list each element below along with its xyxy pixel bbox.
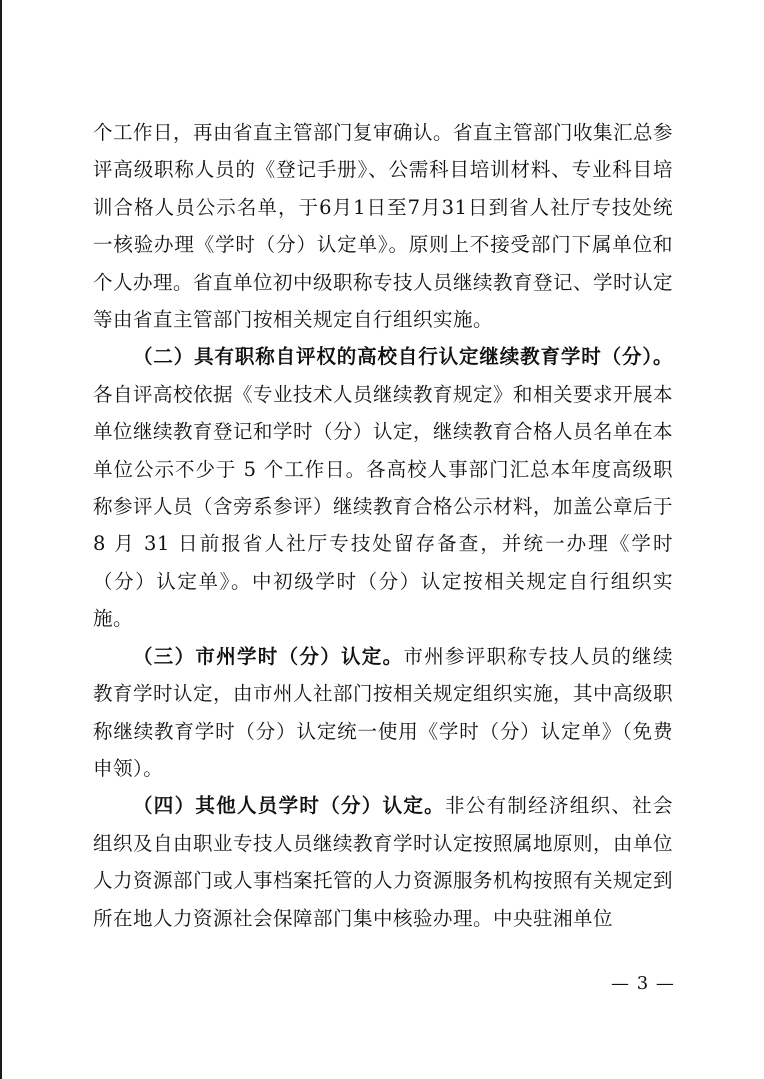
paragraph-section-3 [93,638,673,788]
section-3-body: 市州参评职称专技人员的继续教育学时认定，由市州人社部门按相关规定组织实施，其中高级职称继续教育学时（分）认定统一使用《学时（分）认定单》（免费申领）。 [93,644,674,780]
section-4-body: 非公有制经济组织、社会组织及自由职业专技人员继续教育学时认定按照属地原则，由单位人力资源部门或人事档案托管的人力资源服务机构按照有关规定到所在地人力资源社会保障部门集中核验办理。中央驻湘单位 [93,794,674,930]
paragraph-1-body: 个工作日，再由省直主管部门复审确认。省直主管部门收集汇总参评高级职称人员的《登记手册》、公需科目培训材料、专业科目培训合格人员公示名单，于6月1日至7月31日到省人社厅专技处统一核验办理《学时（分）认定单》。原则上不接受部门下属单位和个人办理。省直单位初中级职称专技人员继续教育登记、学时认定等由省直主管部门按相关规定自行组织实施。 [93,121,674,332]
document-body [93,114,673,937]
paragraph-section-4 [93,787,673,937]
section-4-heading: （四）其他人员学时（分）认定。 [133,794,445,818]
section-2-body: 各自评高校依据《专业技术人员继续教育规定》和相关要求开展本单位继续教育登记和学时（分）认定，继续教育合格人员名单在本单位公示不少于 5 个工作日。各高校人事部门汇总本年度高级职称参评人员（含旁系参评）继续教育合格公示材料，加盖公章后于 8 月 31 日前报省人社厅专技处留存备查，并统一办理《学时（分）认定单》。中初级学时（分）认定按相关规定自行组织实施。 [93,382,674,631]
section-3-heading: （三）市州学时（分）认定。 [133,644,404,668]
page-number: — 3 — [611,973,675,994]
paragraph-section-2 [93,338,673,637]
paragraph-continuation [93,114,673,338]
section-2-heading: （二）具有职称自评权的高校自行认定继续教育学时（分）。 [133,345,673,369]
page-left-border [0,0,2,1079]
